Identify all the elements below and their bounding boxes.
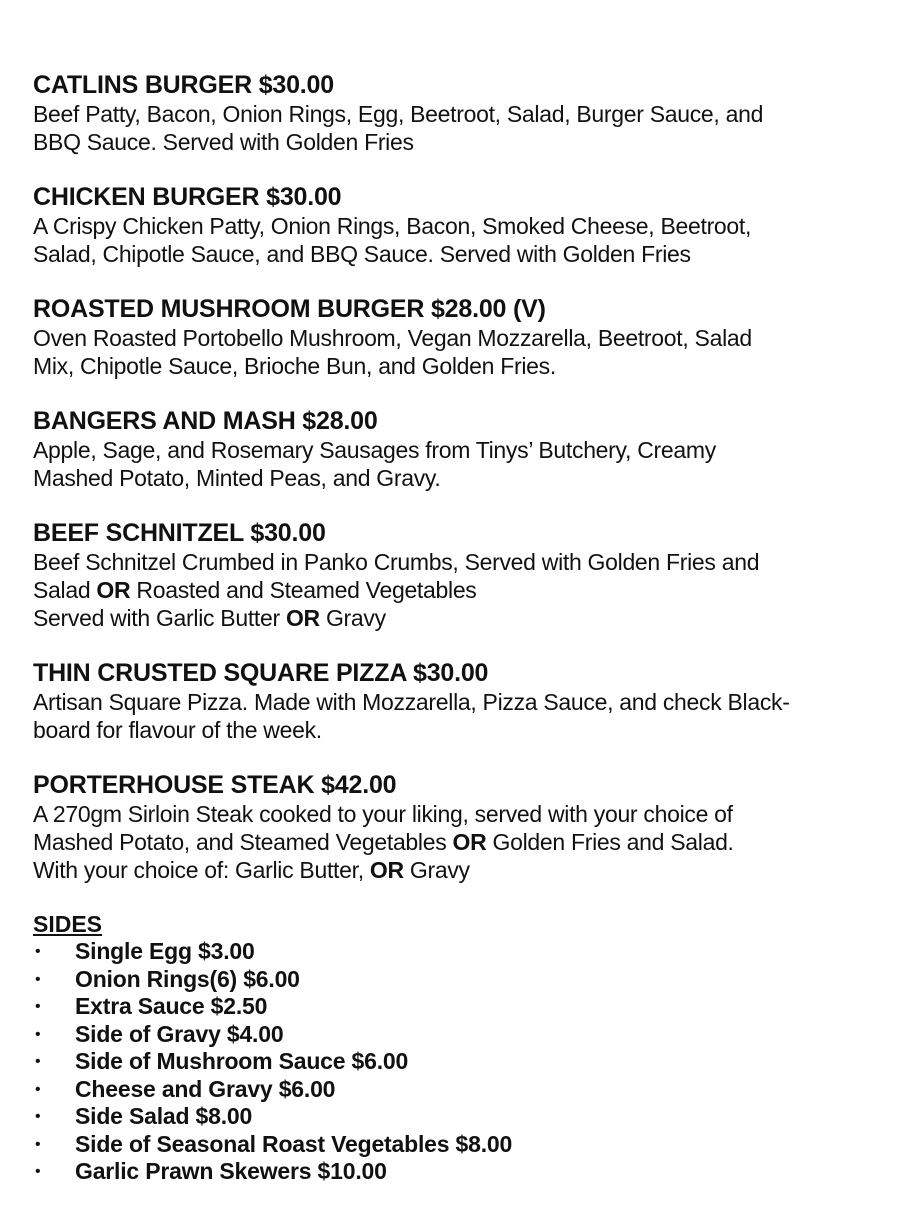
description-text: Gravy [319, 605, 386, 631]
description-line: BBQ Sauce. Served with Golden Fries [33, 129, 414, 155]
description-text: Mashed Potato, and Steamed Vegetables [33, 829, 453, 855]
bullet-icon: • [35, 1108, 41, 1125]
description-text: Salad [33, 577, 97, 603]
list-item [33, 1131, 876, 1159]
description-line [33, 576, 876, 604]
description-line: Apple, Sage, and Rosemary Sausages from Tinys’ Butchery, Creamy [33, 437, 716, 463]
side-label: Cheese and Gravy $6.00 [75, 1075, 336, 1102]
bullet-icon: • [35, 943, 41, 960]
list-item [33, 1158, 876, 1186]
item-description [33, 436, 876, 492]
description-text: Golden Fries and Salad. [486, 829, 734, 855]
menu-item-chicken-burger [33, 182, 876, 268]
item-title: BEEF SCHNITZEL $30.00 [33, 519, 326, 547]
item-description [33, 324, 876, 380]
item-title: CHICKEN BURGER $30.00 [33, 183, 342, 211]
item-description [33, 688, 876, 744]
sides-list [33, 938, 876, 1186]
list-item [33, 1021, 876, 1049]
description-text: Gravy [403, 857, 470, 883]
description-line: Beef Schnitzel Crumbed in Panko Crumbs, Served with Golden Fries and [33, 549, 760, 575]
side-label: Extra Sauce $2.50 [75, 993, 268, 1019]
menu-item-bangers-and-mash [33, 406, 876, 492]
bullet-icon: • [35, 1135, 41, 1153]
item-title: ROASTED MUSHROOM BURGER $28.00 (V) [33, 295, 546, 323]
bullet-icon: • [35, 1163, 41, 1180]
description-line: A 270gm Sirloin Steak cooked to your liking, served with your choice of [33, 801, 733, 827]
list-item [33, 1076, 876, 1104]
side-label: Side of Gravy $4.00 [75, 1020, 284, 1047]
item-title: CATLINS BURGER $30.00 [33, 71, 334, 99]
description-line: Mix, Chipotle Sauce, Brioche Bun, and Golden Fries. [33, 353, 556, 379]
list-item [33, 966, 876, 994]
bullet-icon: • [35, 970, 41, 988]
sides-heading: SIDES [33, 911, 103, 937]
menu-item-beef-schnitzel [33, 518, 876, 632]
list-item [33, 1048, 876, 1076]
description-line [33, 856, 876, 884]
item-title: THIN CRUSTED SQUARE PIZZA $30.00 [33, 659, 489, 687]
description-line: Oven Roasted Portobello Mushroom, Vegan Mozzarella, Beetroot, Salad [33, 325, 752, 351]
menu-item-roasted-mushroom-burger [33, 294, 876, 380]
item-description [33, 100, 876, 156]
side-label: Side of Seasonal Roast Vegetables $8.00 [75, 1130, 513, 1157]
description-line: Salad, Chipotle Sauce, and BBQ Sauce. Served with Golden Fries [33, 241, 691, 267]
description-text: With your choice of: Garlic Butter, [33, 857, 370, 883]
description-line [33, 828, 876, 856]
description-line: board for flavour of the week. [33, 717, 322, 743]
side-label: Side Salad $8.00 [75, 1103, 253, 1129]
description-line: Artisan Square Pizza. Made with Mozzarella, Pizza Sauce, and check Black- [33, 689, 790, 715]
menu-item-porterhouse-steak [33, 770, 876, 884]
sides-section [33, 910, 876, 1186]
menu-item-square-pizza [33, 658, 876, 744]
list-item [33, 938, 876, 966]
bullet-icon: • [35, 1080, 41, 1098]
item-description [33, 212, 876, 268]
item-description [33, 800, 876, 884]
list-item [33, 1103, 876, 1131]
description-line: Mashed Potato, Minted Peas, and Gravy. [33, 465, 441, 491]
description-text: Roasted and Steamed Vegetables [130, 577, 477, 603]
or-word: OR [96, 577, 131, 603]
description-line [33, 604, 876, 632]
item-description [33, 548, 876, 632]
description-text: Served with Garlic Butter [33, 605, 286, 631]
bullet-icon: • [35, 998, 41, 1015]
description-line: Beef Patty, Bacon, Onion Rings, Egg, Beetroot, Salad, Burger Sauce, and [33, 101, 764, 127]
list-item [33, 993, 876, 1021]
side-label: Side of Mushroom Sauce $6.00 [75, 1048, 409, 1074]
bullet-icon: • [35, 1025, 41, 1043]
side-label: Garlic Prawn Skewers $10.00 [75, 1158, 387, 1184]
or-word: OR [285, 605, 320, 631]
item-title: PORTERHOUSE STEAK $42.00 [33, 771, 397, 799]
menu-item-catlins-burger [33, 70, 876, 156]
side-label: Onion Rings(6) $6.00 [75, 965, 300, 992]
bullet-icon: • [35, 1053, 41, 1070]
item-title: BANGERS AND MASH $28.00 [33, 407, 378, 435]
or-word: OR [452, 829, 487, 855]
side-label: Single Egg $3.00 [75, 938, 255, 964]
or-word: OR [369, 857, 404, 883]
description-line: A Crispy Chicken Patty, Onion Rings, Bacon, Smoked Cheese, Beetroot, [33, 213, 752, 239]
